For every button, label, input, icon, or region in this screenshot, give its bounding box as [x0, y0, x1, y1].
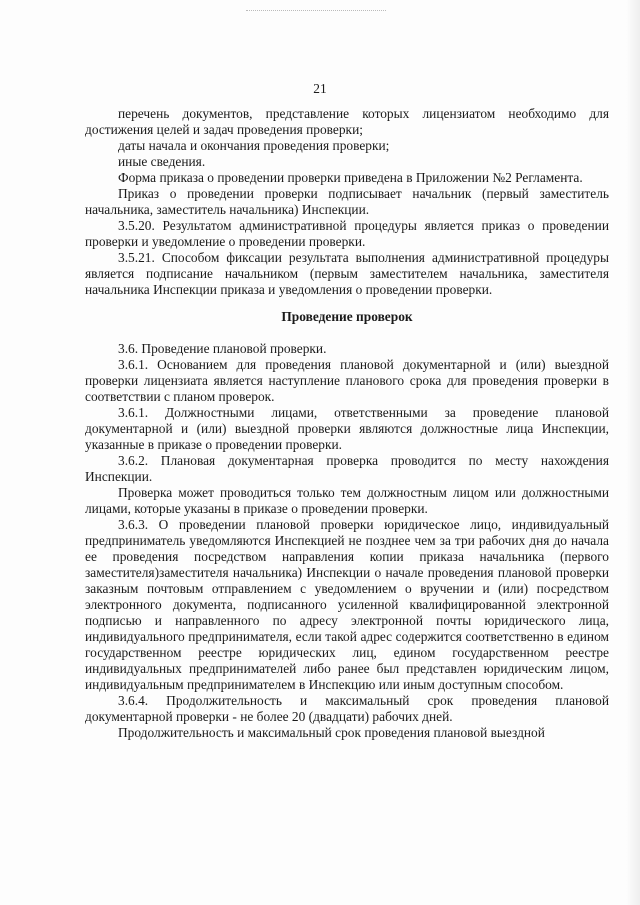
- scan-artifact: [246, 10, 386, 25]
- paragraph: Форма приказа о проведении проверки приведена в Приложении №2 Регламента.: [118, 170, 583, 185]
- paragraph: иные сведения.: [118, 154, 206, 169]
- paragraph: Приказ о проведении проверки подписывает начальник (первый заместитель начальника, заместитель начальника) Инспекции.: [85, 186, 609, 217]
- paragraph: 3.5.21. Способом фиксации результата выполнения административной процедуры является подписание начальником (первым заместителем начальника, заместителя начальника Инспекции приказа и уведомления о проведении проверки.: [85, 250, 609, 297]
- paragraph: перечень документов, представление которых лицензиатом необходимо для достижения целей и задач проведения проверки;: [85, 106, 609, 137]
- paragraph: 3.5.20. Результатом административной процедуры является приказ о проведении проверки и уведомление о проведении проверки.: [85, 218, 609, 249]
- paragraph: Проверка может проводиться только тем должностным лицом или должностными лицами, которые указаны в приказе о проведении проверки.: [85, 485, 609, 516]
- paragraph: даты начала и окончания проведения проверки;: [118, 138, 390, 153]
- scan-edge-shadow: [626, 0, 640, 905]
- paragraph: 3.6. Проведение плановой проверки.: [118, 341, 327, 356]
- page-number: 21: [313, 81, 327, 96]
- paragraph: 3.6.4. Продолжительность и максимальный срок проведения плановой документарной проверки - не более 20 (двадцати) рабочих дней.: [85, 693, 609, 724]
- paragraph: 3.6.1. Основанием для проведения плановой документарной и (или) выездной проверки лицензиата является наступление планового срока для проведения проверки в соответствии с планом проверок.: [85, 357, 609, 404]
- paragraph: 3.6.3. О проведении плановой проверки юридическое лицо, индивидуальный предприниматель уведомляются Инспекцией не позднее чем за три рабочих дня до начала ее проведения посредством направления копии приказа начальника (первого заместителя)заместителя начальника) Инспекции о начале проведения плановой проверки заказным почтовым отправлением с уведомлением о вручении и (или) посредством электронного документа, подписанного усиленной квалифицированной электронной подписью и направленного по адресу электронной почты юридического лица, индивидуального предпринимателя, если такой адрес содержится соответственно в едином государственном реестре юридических лиц, едином государственном реестре индивидуальных предпринимателей либо ранее был представлен юридическим лицом, индивидуальным предпринимателем в Инспекцию или иным доступным способом.: [85, 517, 609, 692]
- section-heading: Проведение проверок: [281, 309, 413, 324]
- paragraph: 3.6.2. Плановая документарная проверка проводится по месту нахождения Инспекции.: [85, 453, 609, 484]
- document-body: [85, 106, 609, 741]
- paragraph: 3.6.1. Должностными лицами, ответственными за проведение плановой документарной и (или) выездной проверки являются должностные лица Инспекции, указанные в приказе о проведении проверки.: [85, 405, 609, 452]
- paragraph: Продолжительность и максимальный срок проведения плановой выездной: [118, 725, 545, 740]
